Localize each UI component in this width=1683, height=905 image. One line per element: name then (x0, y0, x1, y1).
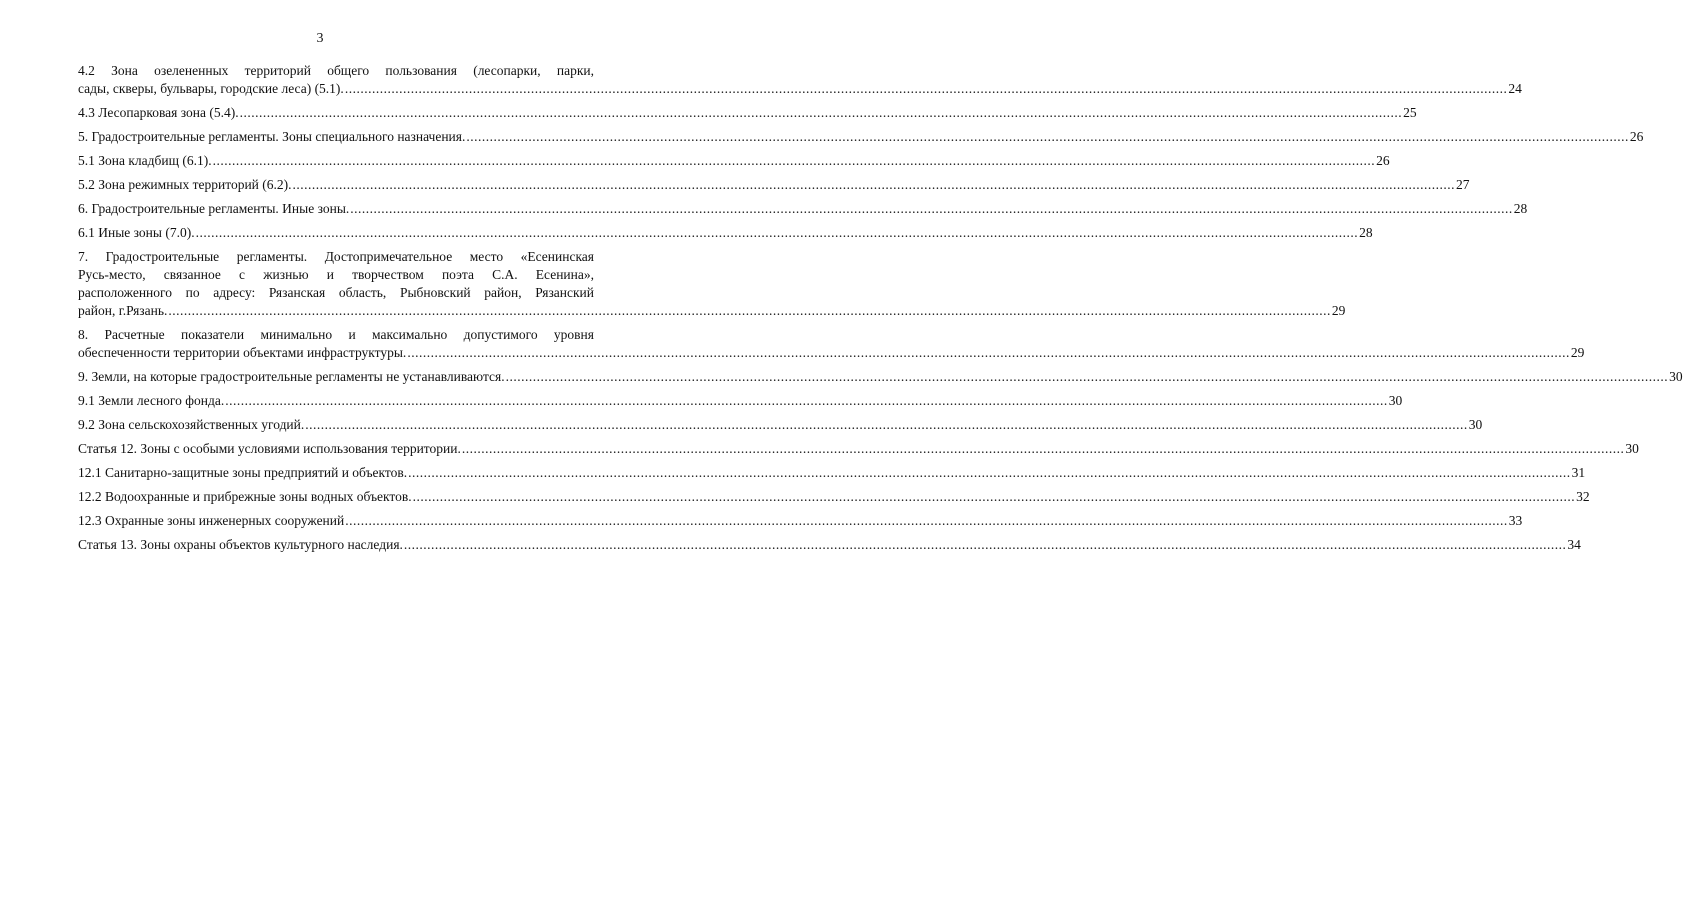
toc-page-number: 25 (1403, 105, 1417, 120)
toc-entry-text-line: 9.1 Земли лесного фонда. (78, 393, 225, 408)
dot-leader: ............................................................................................................................................................................................................................................................................................................ (305, 417, 1468, 432)
toc-entry-text-line: 12.3 Охранные зоны инженерных сооружений (78, 513, 345, 528)
dot-leader: ............................................................................................................................................................................................................................................................................................................ (407, 345, 1570, 360)
toc-page-number: 30 (1625, 441, 1639, 456)
toc-page-number: 27 (1456, 177, 1470, 192)
toc-page-number: 28 (1513, 201, 1528, 216)
toc-page-number: 32 (1576, 489, 1590, 504)
toc-entry (78, 488, 1590, 506)
toc-entry-text-line: 6. Градостроительные регламенты. Иные зоны. (78, 201, 350, 216)
toc-entry (78, 128, 1644, 146)
toc-page-number: 28 (1359, 225, 1373, 240)
toc-entry (78, 152, 1390, 170)
toc-entry-text-line: 5. Градостроительные регламенты. Зоны специального назначения. (78, 129, 466, 144)
toc-page-number: 29 (1331, 303, 1346, 318)
toc-entry (78, 512, 1523, 530)
dot-leader: ............................................................................................................................................................................................................................................................................................................ (466, 129, 1629, 144)
toc-entry-text-line: 5.2 Зона режимных территорий (6.2). (78, 177, 292, 192)
toc-entry (78, 224, 1373, 242)
toc-entry (78, 392, 1403, 410)
dot-leader: ............................................................................................................................................................................................................................................................................................................ (403, 537, 1567, 552)
toc-entry (78, 248, 1346, 320)
toc-entry-text-line: расположенного по адресу: Рязанская область, Рыбновский район, Рязанский (78, 285, 594, 300)
dot-leader: ............................................................................................................................................................................................................................................................................................................ (292, 177, 1456, 192)
toc-entry-text-line: 4.2 Зона озелененных территорий общего пользования (лесопарки, парки, (78, 63, 594, 78)
dot-leader: ............................................................................................................................................................................................................................................................................................................ (412, 489, 1576, 504)
toc-entry-text-line: 12.1 Санитарно-защитные зоны предприятий и объектов. (78, 465, 408, 480)
toc-page-number: 30 (1468, 417, 1483, 432)
dot-leader: ............................................................................................................................................................................................................................................................................................................ (344, 81, 1508, 96)
toc-entry-text-line: сады, скверы, бульвары, городские леса) (5.1). (78, 81, 344, 96)
dot-leader: ............................................................................................................................................................................................................................................................................................................ (408, 465, 1571, 480)
toc-entry (78, 200, 1528, 218)
toc-entry-text-line: Русь-место, связанное с жизнью и творчеством поэта С.А. Есенина», (78, 267, 594, 282)
table-of-contents (78, 62, 1683, 560)
toc-page-number: 26 (1376, 153, 1390, 168)
toc-entry-text-line: 6.1 Иные зоны (7.0). (78, 225, 195, 240)
toc-entry-text-line: Статья 12. Зоны с особыми условиями использования территории. (78, 441, 461, 456)
toc-entry (78, 326, 1585, 362)
toc-entry (78, 62, 1522, 98)
toc-entry (78, 368, 1683, 386)
toc-page-number: 34 (1567, 537, 1581, 552)
toc-entry (78, 464, 1586, 482)
toc-page-number: 30 (1388, 393, 1403, 408)
dot-leader: ............................................................................................................................................................................................................................................................................................................ (350, 201, 1513, 216)
dot-leader: ............................................................................................................................................................................................................................................................................................................ (225, 393, 1388, 408)
toc-entry-text-line: 8. Расчетные показатели минимально и максимально допустимого уровня (78, 327, 594, 342)
dot-leader: ............................................................................................................................................................................................................................................................................................................ (505, 369, 1669, 384)
toc-page-number: 31 (1571, 465, 1586, 480)
toc-page-number: 29 (1570, 345, 1585, 360)
toc-page-number: 33 (1508, 513, 1523, 528)
toc-entry-text-line: 4.3 Лесопарковая зона (5.4). (78, 105, 239, 120)
toc-page-number: 24 (1508, 81, 1522, 96)
toc-entry (78, 104, 1417, 122)
dot-leader: ............................................................................................................................................................................................................................................................................................................ (239, 105, 1403, 120)
toc-entry-text-line: 7. Градостроительные регламенты. Достопримечательное место «Есенинская (78, 249, 594, 264)
toc-entry-text-line: район, г.Рязань. (78, 303, 168, 318)
dot-leader: ............................................................................................................................................................................................................................................................................................................ (195, 225, 1359, 240)
dot-leader: ............................................................................................................................................................................................................................................................................................................ (345, 513, 1508, 528)
page-number: 3 (316, 31, 324, 46)
dot-leader: ............................................................................................................................................................................................................................................................................................................ (168, 303, 1331, 318)
dot-leader: ............................................................................................................................................................................................................................................................................................................ (212, 153, 1376, 168)
toc-entry (78, 440, 1639, 458)
toc-entry-text-line: 9. Земли, на которые градостроительные регламенты не устанавливаются. (78, 369, 505, 384)
toc-entry (78, 536, 1581, 554)
toc-page-number: 26 (1629, 129, 1644, 144)
toc-entry-text-line: 9.2 Зона сельскохозяйственных угодий. (78, 417, 305, 432)
dot-leader: ............................................................................................................................................................................................................................................................................................................ (461, 441, 1625, 456)
toc-entry-text-line: 12.2 Водоохранные и прибрежные зоны водных объектов. (78, 489, 412, 504)
toc-entry (78, 416, 1483, 434)
toc-entry-text-line: обеспеченности территории объектами инфраструктуры. (78, 345, 407, 360)
toc-entry-text-line: 5.1 Зона кладбищ (6.1). (78, 153, 212, 168)
toc-entry-text-line: Статья 13. Зоны охраны объектов культурного наследия. (78, 537, 403, 552)
toc-page-number: 30 (1669, 369, 1683, 384)
toc-entry (78, 176, 1470, 194)
